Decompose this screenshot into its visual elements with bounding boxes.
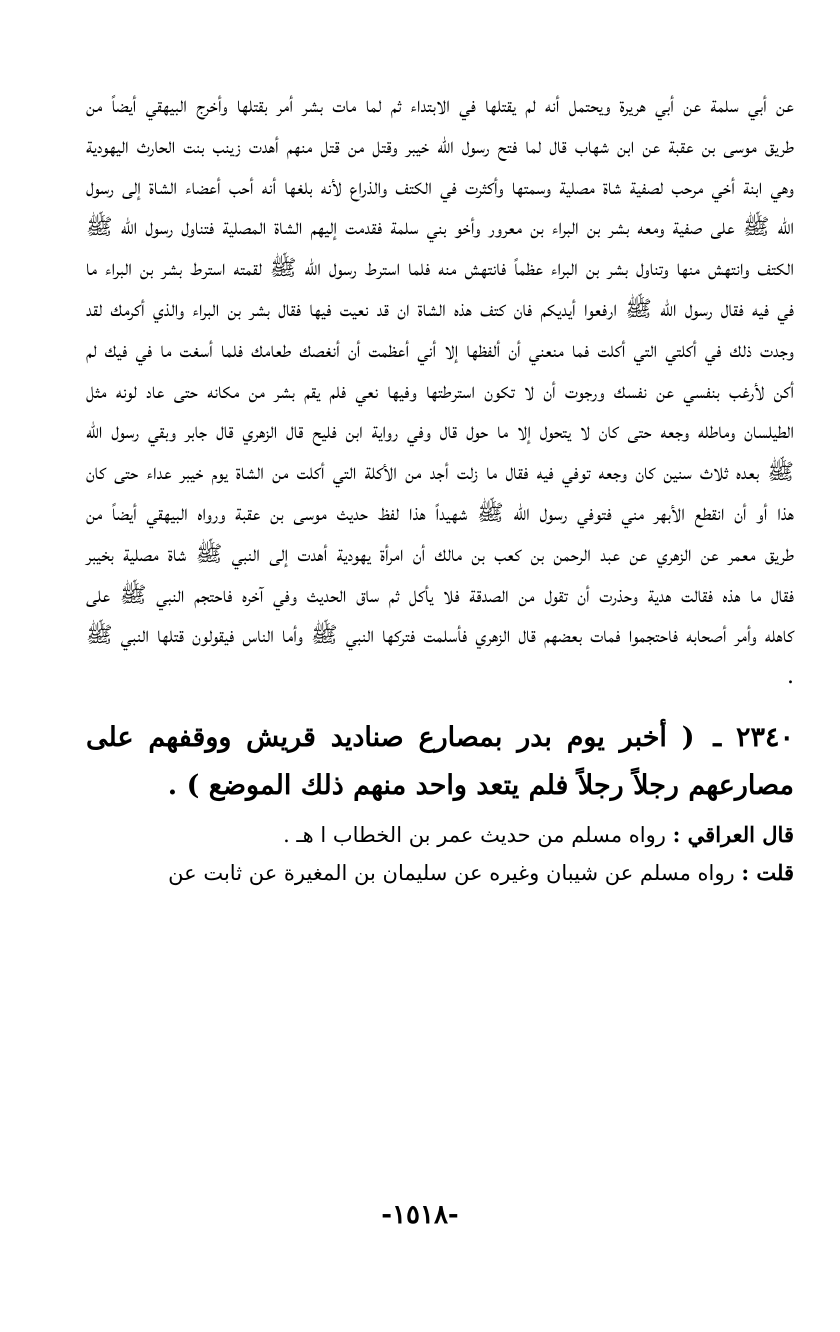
hadith-number: ٢٣٤٠ ـ [713,721,794,753]
note-text: رواه مسلم عن شيبان وغيره عن سليمان بن المغيرة عن ثابت عن [168,860,735,885]
body-paragraph: عن أبي سلمة عن أبي هريرة ويحتمل أنه لم يقتلها في الابتداء ثم لما مات بشر أمر بقتلها وأخرج البيهقي أيضاً من طريق موسى بن عقبة عن ابن شهاب قال لما فتح رسول الله خيبر وقتل من قتل منهم أهدت زينب بنت الحارث اليهودية وهي ابنة أخي مرحب لصفية شاة مصلية وسمتها وأكثرت في الكتف والذراع لأنه بلغها أنه أحب أعضاء الشاة إلى رسول الله ﷺ على صفية ومعه بشر بن البراء بن معرور وأخو بني سلمة فقدمت إليهم الشاة المصلية فتناول رسول الله ﷺ الكتف وانتهش منها وتناول بشر بن البراء عظماً فانتهش منه فلما استرط رسول الله ﷺ لقمته استرط بشر بن البراء ما في فيه فقال رسول الله ﷺ ارفعوا أيديكم فان كتف هذه الشاة ان قد نعيت فيها فقال بشر بن البراء والذي أكرمك لقد وجدت ذلك في أكلتي التي أكلت فما منعني أن ألفظها إلا أني أعظمت أن أنغصك طعامك فلما أسغت ما في فيك لم أكن لأرغب بنفسي عن نفسك ورجوت أن لا تكون استرطتها وفيها نعي فلم يقم بشر من مكانه حتى عاد لونه مثل الطيلسان وماطله وجعه حتى كان لا يتحول إلا ما حول قال وفي رواية ابن فليح قال الزهري قال جابر وبقي رسول الله ﷺ بعده ثلاث سنين كان وجعه توفي فيه فقال ما زلت أجد من الأكلة التي أكلت من الشاة يوم خيبر عداء حتى كان هذا أو أن انقطع الأبهر مني فتوفي رسول الله ﷺ شهيداً هذا لفظ حديث موسى بن عقبة ورواه البيهقي أيضاً من طريق معمر عن الزهري عن عبد الرحمن بن كعب بن مالك أن امرأة يهودية أهدت إلى النبي ﷺ شاة مصلية بخيبر فقال ما هذه فقالت هدية وحذرت أن تقول من الصدقة فلا يأكل ثم ساق الحديث وفي آخره فاحتجم النبي ﷺ على كاهله وأمر أصحابه فاحتجموا فمات بعضهم قال الزهري فأسلمت فتركها النبي ﷺ وأما الناس فيقولون قتلها النبي ﷺ . [86,93,794,690]
hadith-text: ( أخبر يوم بدر بمصارع صناديد قريش ووقفهم على مصارعهم رجلاً رجلاً فلم يتعد واحد منهم ذلك الموضع ) . [86,721,794,801]
hadith-heading [86,714,794,810]
page-content [86,86,794,892]
note-label: قال العراقي : [672,821,794,847]
note-iraqi [86,816,794,854]
note-text: رواه مسلم من حديث عمر بن الخطاب ا هـ . [283,822,666,847]
note-label: قلت : [741,859,794,885]
page-number: -١٥١٨- [381,1200,459,1230]
note-qultu [86,854,794,892]
